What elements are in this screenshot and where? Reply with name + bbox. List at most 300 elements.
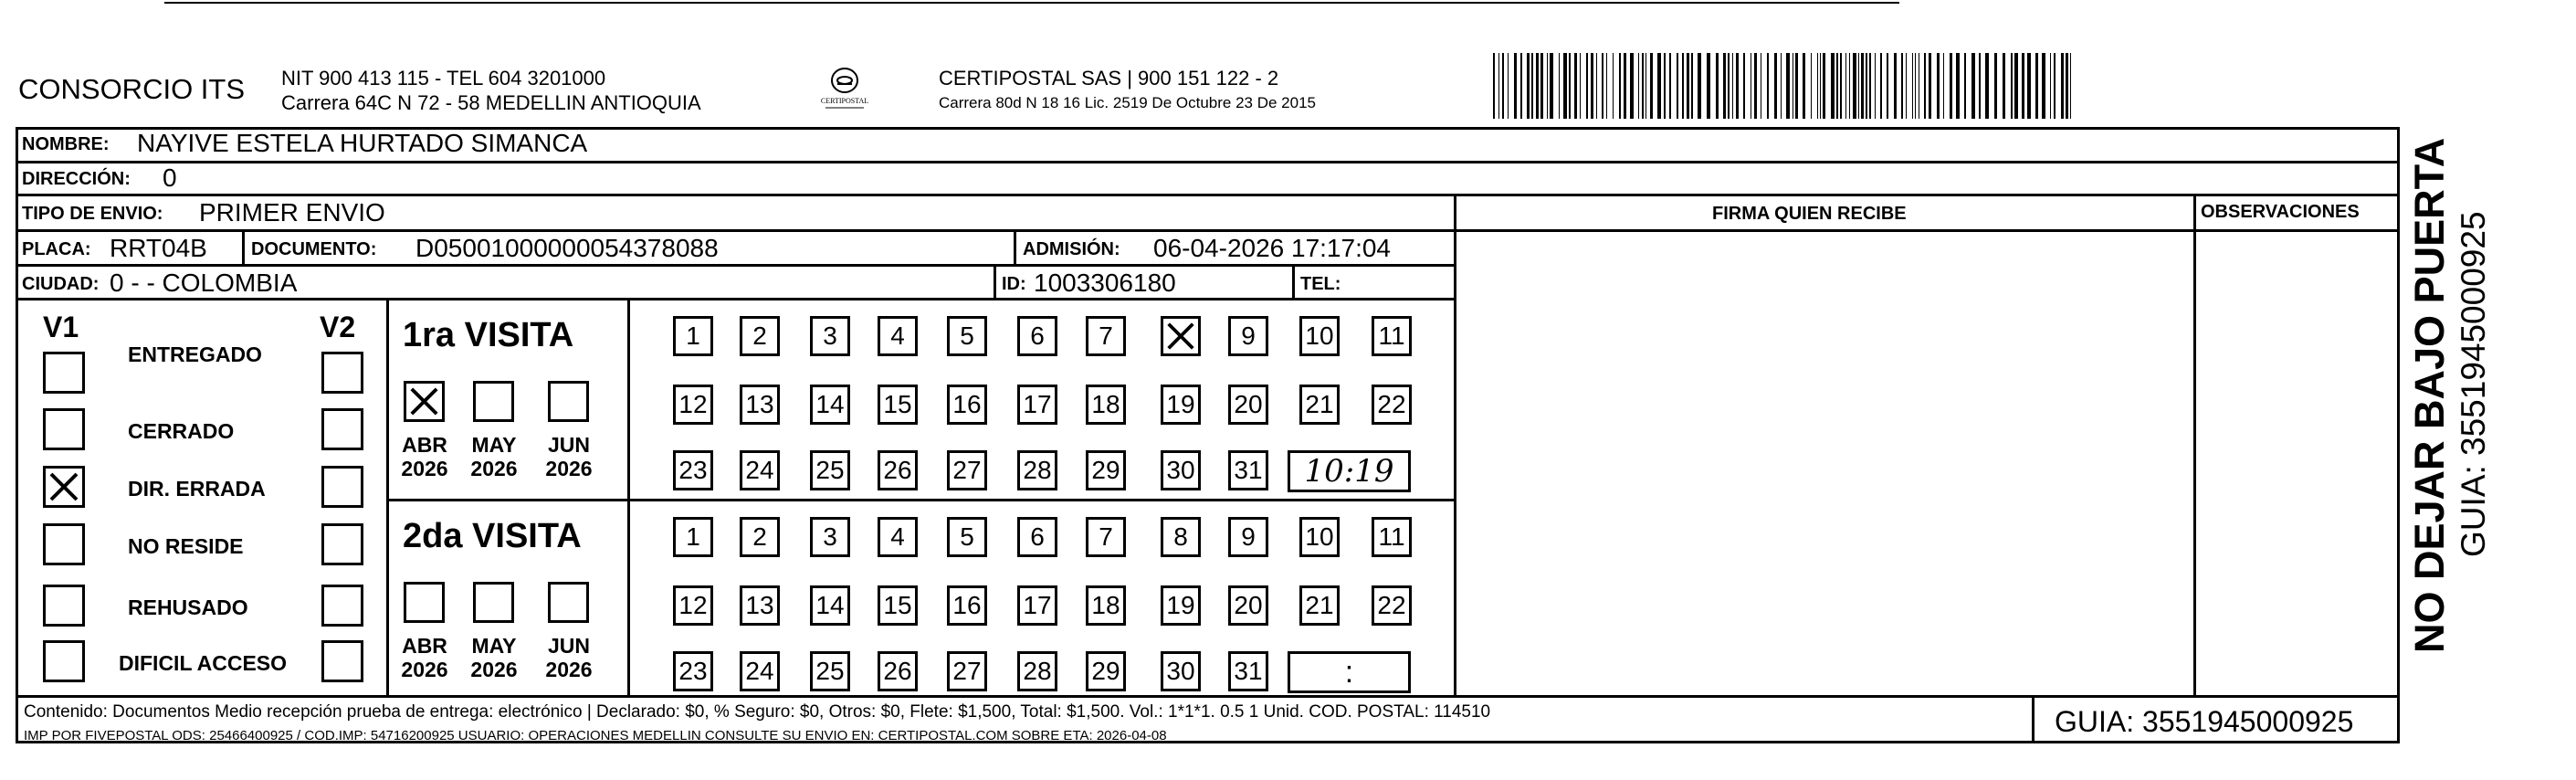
day-number: 3	[823, 522, 837, 551]
tel-label: TEL:	[1300, 274, 1341, 294]
v2-header: V2	[320, 311, 356, 343]
day-box[interactable]	[1299, 316, 1340, 356]
v2-checkbox[interactable]	[321, 585, 363, 627]
admission-value: 06-04-2026 17:17:04	[1153, 234, 1391, 262]
day-number: 27	[952, 456, 982, 484]
v2-checkbox[interactable]	[321, 523, 363, 565]
barcode-bar	[1924, 53, 1926, 119]
barcode-bar	[2035, 53, 2038, 119]
barcode-bar	[1979, 53, 1981, 119]
day-number: 13	[745, 390, 774, 418]
barcode-bar	[1520, 53, 1522, 119]
barcode-bar	[1820, 53, 1821, 119]
month-checkbox[interactable]	[473, 582, 514, 623]
day-box[interactable]	[1086, 517, 1126, 557]
barcode-bar	[1971, 53, 1975, 119]
barcode-bar	[1613, 53, 1614, 119]
barcode-bar	[1669, 53, 1671, 119]
barcode-bar	[1716, 53, 1719, 119]
day-number: 8	[1173, 522, 1188, 551]
col-line	[242, 229, 245, 264]
day-number: 23	[678, 657, 708, 685]
day-number: 26	[883, 456, 912, 484]
v1-checkbox[interactable]	[43, 523, 85, 565]
day-number: 13	[745, 591, 774, 619]
day-number: 3	[823, 321, 837, 350]
barcode-bar	[2054, 53, 2056, 119]
operator-license: Carrera 80d N 18 16 Lic. 2519 De Octubre 23 De 2015	[939, 94, 1316, 111]
city-label: CIUDAD:	[22, 274, 100, 294]
day-number: 21	[1305, 390, 1334, 418]
day-box[interactable]	[1228, 450, 1268, 490]
month-checkbox[interactable]	[404, 381, 445, 422]
day-number: 17	[1023, 390, 1052, 418]
barcode-bar	[2027, 53, 2031, 119]
barcode-bar	[1563, 53, 1567, 119]
barcode-bar	[1624, 53, 1626, 119]
barcode-bar	[1937, 53, 1940, 119]
row-line	[16, 161, 2400, 163]
status-label: NO RESIDE	[128, 534, 244, 558]
row-line	[16, 194, 2400, 196]
barcode-bar	[2061, 53, 2064, 119]
day-number: 15	[883, 390, 912, 418]
day-number: 9	[1241, 321, 1256, 350]
day-box[interactable]	[947, 385, 987, 425]
status-label: DIR. ERRADA	[128, 477, 266, 501]
day-number: 19	[1166, 591, 1195, 619]
barcode-bar	[1498, 53, 1499, 119]
day-box[interactable]	[1086, 316, 1126, 356]
barcode-bar	[1836, 53, 1838, 119]
v2-checkbox[interactable]	[321, 408, 363, 450]
day-number: 4	[890, 522, 905, 551]
id-label: ID:	[1002, 274, 1026, 294]
day-box[interactable]	[673, 450, 713, 490]
month-label: MAY	[471, 433, 517, 457]
day-box[interactable]	[1228, 651, 1268, 691]
time-box[interactable]	[1288, 450, 1411, 492]
day-box[interactable]	[1017, 450, 1057, 490]
day-box[interactable]	[673, 316, 713, 356]
barcode-bar	[1728, 53, 1730, 119]
barcode-bar	[1849, 53, 1850, 119]
day-number: 4	[890, 321, 905, 350]
day-box[interactable]	[947, 585, 987, 626]
v1-checkbox[interactable]	[43, 408, 85, 450]
day-number: 28	[1023, 456, 1052, 484]
address-label: DIRECCIÓN:	[22, 169, 131, 189]
day-box[interactable]	[1086, 385, 1126, 425]
month-checkbox[interactable]	[548, 381, 589, 422]
year-label: 2026	[401, 658, 448, 681]
day-box[interactable]	[1228, 385, 1268, 425]
barcode-bar	[1869, 53, 1871, 119]
day-number: 24	[745, 657, 774, 685]
day-box[interactable]	[1372, 585, 1412, 626]
col-line	[1454, 194, 1456, 696]
day-number: 15	[883, 591, 912, 619]
barcode-bar	[1858, 53, 1859, 119]
v1-header: V1	[43, 311, 79, 343]
day-box[interactable]	[878, 517, 918, 557]
day-number: 30	[1166, 456, 1195, 484]
side-warning-text: NO DEJAR BAJO PUERTA	[2406, 137, 2453, 653]
visit-title: 2da VISITA	[403, 517, 582, 555]
barcode-bar	[1687, 53, 1689, 119]
day-box[interactable]	[878, 651, 918, 691]
day-box[interactable]	[810, 450, 850, 490]
barcode-bar	[1767, 53, 1769, 119]
day-number: 20	[1234, 591, 1263, 619]
day-number: 18	[1091, 591, 1120, 619]
month-label: ABR	[402, 433, 447, 457]
day-box[interactable]	[1017, 385, 1057, 425]
col-line	[627, 298, 630, 696]
day-number: 5	[960, 321, 974, 350]
footer-guide: GUIA: 3551945000925	[2055, 705, 2354, 738]
visit-divider	[386, 499, 1455, 501]
barcode-bar	[1845, 53, 1846, 119]
status-label: DIFICIL ACCESO	[119, 651, 288, 675]
send-type-label: TIPO DE ENVIO:	[22, 204, 163, 224]
barcode-bar	[2014, 53, 2018, 119]
company-name: CONSORCIO ITS	[18, 73, 246, 105]
day-box[interactable]	[810, 316, 850, 356]
day-box[interactable]	[1161, 517, 1201, 557]
barcode-bar	[1803, 53, 1805, 119]
barcode-bar	[1781, 53, 1782, 119]
plate-value: RRT04B	[110, 234, 207, 262]
time-box[interactable]	[1288, 651, 1411, 693]
day-box[interactable]	[878, 316, 918, 356]
day-box[interactable]	[1299, 385, 1340, 425]
day-number: 1	[686, 321, 700, 350]
row-line	[16, 264, 1455, 267]
day-number: 22	[1377, 390, 1406, 418]
row-line	[16, 229, 2400, 232]
barcode-bar	[1536, 53, 1539, 119]
day-number: 18	[1091, 390, 1120, 418]
barcode-bar	[1657, 53, 1661, 119]
day-box[interactable]	[1161, 316, 1201, 356]
day-box[interactable]	[878, 450, 918, 490]
day-number: 12	[678, 591, 708, 619]
recipient-address: 0	[163, 163, 177, 192]
day-number: 6	[1030, 321, 1045, 350]
col-line	[994, 264, 996, 299]
day-box[interactable]	[947, 651, 987, 691]
day-number: 16	[952, 591, 982, 619]
col-line	[2193, 194, 2196, 696]
day-number: 30	[1166, 657, 1195, 685]
day-box[interactable]	[947, 517, 987, 557]
day-box[interactable]	[740, 385, 780, 425]
v1-checkbox[interactable]	[43, 585, 85, 627]
row-line	[16, 695, 2400, 698]
barcode-bar	[1861, 53, 1864, 119]
v1-checkbox[interactable]	[43, 640, 85, 682]
barcode-bar	[1754, 53, 1757, 119]
day-box[interactable]	[878, 385, 918, 425]
barcode-bar	[1642, 53, 1644, 119]
day-box[interactable]	[673, 651, 713, 691]
status-label: CERRADO	[128, 419, 235, 443]
day-number: 11	[1378, 321, 1405, 350]
day-box[interactable]	[1161, 585, 1201, 626]
day-number: 22	[1377, 591, 1406, 619]
barcode-bar	[1559, 53, 1560, 119]
day-box[interactable]	[1299, 585, 1340, 626]
month-checkbox[interactable]	[404, 582, 445, 623]
day-number: 25	[815, 657, 845, 685]
barcode-bar	[1915, 53, 1916, 119]
barcode-bar	[1964, 53, 1966, 119]
day-number: 29	[1091, 456, 1120, 484]
day-number: 31	[1234, 456, 1263, 484]
side-guide	[2456, 183, 2502, 557]
day-box[interactable]	[1372, 517, 1412, 557]
barcode-bar	[2003, 53, 2005, 119]
day-number: 6	[1030, 522, 1045, 551]
barcode-bar	[1786, 53, 1790, 119]
day-box[interactable]	[878, 585, 918, 626]
barcode-bar	[1650, 53, 1653, 119]
barcode-bar	[1596, 53, 1597, 119]
recipient-name: NAYIVE ESTELA HURTADO SIMANCA	[137, 129, 588, 157]
col-line	[1014, 229, 1016, 264]
v1-checkbox[interactable]	[43, 352, 85, 394]
barcode-bar	[2022, 53, 2024, 119]
barcode-bar	[1502, 53, 1504, 119]
day-box[interactable]	[1228, 517, 1268, 557]
barcode-bar	[1514, 53, 1517, 119]
barcode-bar	[1875, 53, 1876, 119]
status-label: ENTREGADO	[128, 343, 262, 366]
send-type-value: PRIMER ENVIO	[199, 198, 385, 227]
top-rule	[164, 2, 1899, 4]
barcode-bar	[1591, 53, 1593, 119]
col-line	[1292, 264, 1295, 299]
v1-checkbox[interactable]	[43, 466, 85, 508]
v2-checkbox[interactable]	[321, 352, 363, 394]
month-checkbox[interactable]	[473, 381, 514, 422]
barcode-bar	[1866, 53, 1867, 119]
barcode-bar	[1823, 53, 1825, 119]
footer-content: Contenido: Documentos Medio recepción prueba de entrega: electrónico | Declarado: $0, % Seguro: $0, Otros: $0, Flete: $1,500, Total: $1,500. Vol.: 1*1*1. 0.5 1 Unid. COD. POSTAL: 114510	[24, 702, 1491, 722]
day-number: 29	[1091, 657, 1120, 685]
day-box[interactable]	[1017, 651, 1057, 691]
day-box[interactable]	[740, 316, 780, 356]
day-box[interactable]	[1086, 651, 1126, 691]
barcode-bar	[1831, 53, 1835, 119]
visit-title: 1ra VISITA	[403, 316, 574, 354]
day-box[interactable]	[673, 517, 713, 557]
day-number: 11	[1378, 522, 1405, 551]
day-number: 25	[815, 456, 845, 484]
month-label: ABR	[402, 634, 447, 658]
barcode-bar	[1736, 53, 1739, 119]
barcode-bar	[1853, 53, 1856, 119]
day-number: 17	[1023, 591, 1052, 619]
month-label: JUN	[547, 634, 590, 658]
day-box[interactable]	[1017, 517, 1057, 557]
day-box[interactable]	[1086, 585, 1126, 626]
time-value: :	[1344, 654, 1354, 690]
v2-checkbox[interactable]	[321, 466, 363, 508]
barcode-bar	[1574, 53, 1577, 119]
day-box[interactable]	[1161, 651, 1201, 691]
barcode-bar	[1994, 53, 1997, 119]
barcode-bar	[1645, 53, 1646, 119]
day-number: 2	[752, 321, 767, 350]
barcode-bar	[1638, 53, 1639, 119]
status-label: REHUSADO	[128, 596, 248, 619]
day-box[interactable]	[1372, 316, 1412, 356]
barcode-bar	[1698, 53, 1701, 119]
signature-header: FIRMA QUIEN RECIBE	[1712, 204, 1907, 224]
day-number: 21	[1305, 591, 1334, 619]
day-box[interactable]	[810, 517, 850, 557]
barcode-bar	[2042, 53, 2045, 119]
year-label: 2026	[545, 658, 593, 681]
day-box[interactable]	[1161, 450, 1201, 490]
row-line	[16, 298, 1455, 300]
company-nit: NIT 900 413 115 - TEL 604 3201000	[281, 67, 606, 90]
day-box[interactable]	[673, 585, 713, 626]
year-label: 2026	[470, 457, 518, 480]
day-number: 27	[952, 657, 982, 685]
day-number: 1	[686, 522, 700, 551]
day-number: 7	[1099, 321, 1113, 350]
observations-header: OBSERVACIONES	[2201, 202, 2360, 222]
document-value: D05001000000054378088	[415, 234, 719, 262]
day-box[interactable]	[740, 651, 780, 691]
barcode-bar	[1606, 53, 1607, 119]
svg-text:CERTIPOSTAL: CERTIPOSTAL	[820, 97, 869, 105]
day-box[interactable]	[947, 450, 987, 490]
day-box[interactable]	[810, 585, 850, 626]
month-label: JUN	[547, 433, 590, 457]
barcode-bar	[1493, 53, 1495, 119]
barcode-bar	[1531, 53, 1533, 119]
barcode-bar	[1630, 53, 1634, 119]
barcode-bar	[1508, 53, 1509, 119]
day-number: 19	[1166, 390, 1195, 418]
barcode-bar	[1732, 53, 1733, 119]
day-number: 16	[952, 390, 982, 418]
barcode-bar	[1677, 53, 1678, 119]
operator-name: CERTIPOSTAL SAS | 900 151 122 - 2	[939, 67, 1279, 90]
day-number: 5	[960, 522, 974, 551]
barcode-bar	[2011, 53, 2013, 119]
day-box[interactable]	[1161, 385, 1201, 425]
side-guide-text: GUIA: 3551945000925	[2455, 211, 2492, 557]
month-checkbox[interactable]	[548, 582, 589, 623]
day-box[interactable]	[1228, 316, 1268, 356]
barcode-bar	[1540, 53, 1543, 119]
barcode-bar	[1547, 53, 1548, 119]
day-box[interactable]	[947, 316, 987, 356]
day-number: 26	[883, 657, 912, 685]
day-number: 7	[1099, 522, 1113, 551]
company-address: Carrera 64C N 72 - 58 MEDELLIN ANTIOQUIA	[281, 91, 701, 114]
day-box[interactable]	[740, 450, 780, 490]
day-box[interactable]	[1017, 585, 1057, 626]
day-box[interactable]	[740, 517, 780, 557]
barcode-bar	[1950, 53, 1952, 119]
day-box[interactable]	[1086, 450, 1126, 490]
barcode-bar	[1840, 53, 1842, 119]
day-number: 28	[1023, 657, 1052, 685]
day-box[interactable]	[810, 651, 850, 691]
barcode-bar	[1664, 53, 1666, 119]
day-box[interactable]	[1299, 517, 1340, 557]
day-number: 24	[745, 456, 774, 484]
day-box[interactable]	[1372, 385, 1412, 425]
barcode-bar	[2070, 53, 2071, 119]
year-label: 2026	[401, 457, 448, 480]
plate-label: PLACA:	[22, 239, 91, 259]
day-box[interactable]	[673, 385, 713, 425]
barcode-bar	[1956, 53, 1960, 119]
barcode-bar	[1569, 53, 1571, 119]
year-label: 2026	[545, 457, 593, 480]
admission-label: ADMISIÓN:	[1023, 239, 1120, 259]
barcode-bar	[1580, 53, 1581, 119]
barcode-bar	[1887, 53, 1888, 119]
barcode-bar	[1901, 53, 1903, 119]
col-line	[386, 298, 389, 696]
name-label: NOMBRE:	[22, 134, 110, 154]
barcode-bar	[1912, 53, 1913, 119]
barcode-bar	[1943, 53, 1944, 119]
barcode-bar	[1906, 53, 1907, 119]
barcode-bar	[1707, 53, 1710, 119]
day-box[interactable]	[1017, 316, 1057, 356]
day-number: 9	[1241, 522, 1256, 551]
time-value: 10:19	[1304, 453, 1394, 490]
barcode-bar	[1743, 53, 1745, 119]
barcode-bar	[1586, 53, 1588, 119]
day-number: 14	[815, 390, 845, 418]
day-number: 12	[678, 390, 708, 418]
barcode-bar	[1619, 53, 1621, 119]
barcode-bar	[1527, 53, 1530, 119]
day-number: 2	[752, 522, 767, 551]
col-line	[2032, 695, 2035, 743]
v2-checkbox[interactable]	[321, 640, 363, 682]
day-number: 14	[815, 591, 845, 619]
barcode-bar	[1550, 53, 1553, 119]
day-box[interactable]	[810, 385, 850, 425]
barcode-bar	[1774, 53, 1777, 119]
barcode-bar	[2050, 53, 2051, 119]
day-box[interactable]	[740, 585, 780, 626]
barcode-bar	[1929, 53, 1931, 119]
footer-imp: IMP POR FIVEPOSTAL ODS: 25466400925 / COD.IMP: 54716200925 USUARIO: OPERACIONES MEDELLIN CONSULTE SU ENVIO EN: CERTIPOSTAL.COM SOBRE ETA: 2026-04-08	[24, 728, 1167, 743]
barcode-bar	[1682, 53, 1684, 119]
barcode-bar	[1811, 53, 1812, 119]
day-number: 23	[678, 456, 708, 484]
barcode-bar	[1723, 53, 1726, 119]
day-number: 10	[1305, 321, 1334, 350]
year-label: 2026	[470, 658, 518, 681]
barcode-bar	[1602, 53, 1603, 119]
day-box[interactable]	[1228, 585, 1268, 626]
day-number: 31	[1234, 657, 1263, 685]
barcode	[1491, 53, 2076, 119]
